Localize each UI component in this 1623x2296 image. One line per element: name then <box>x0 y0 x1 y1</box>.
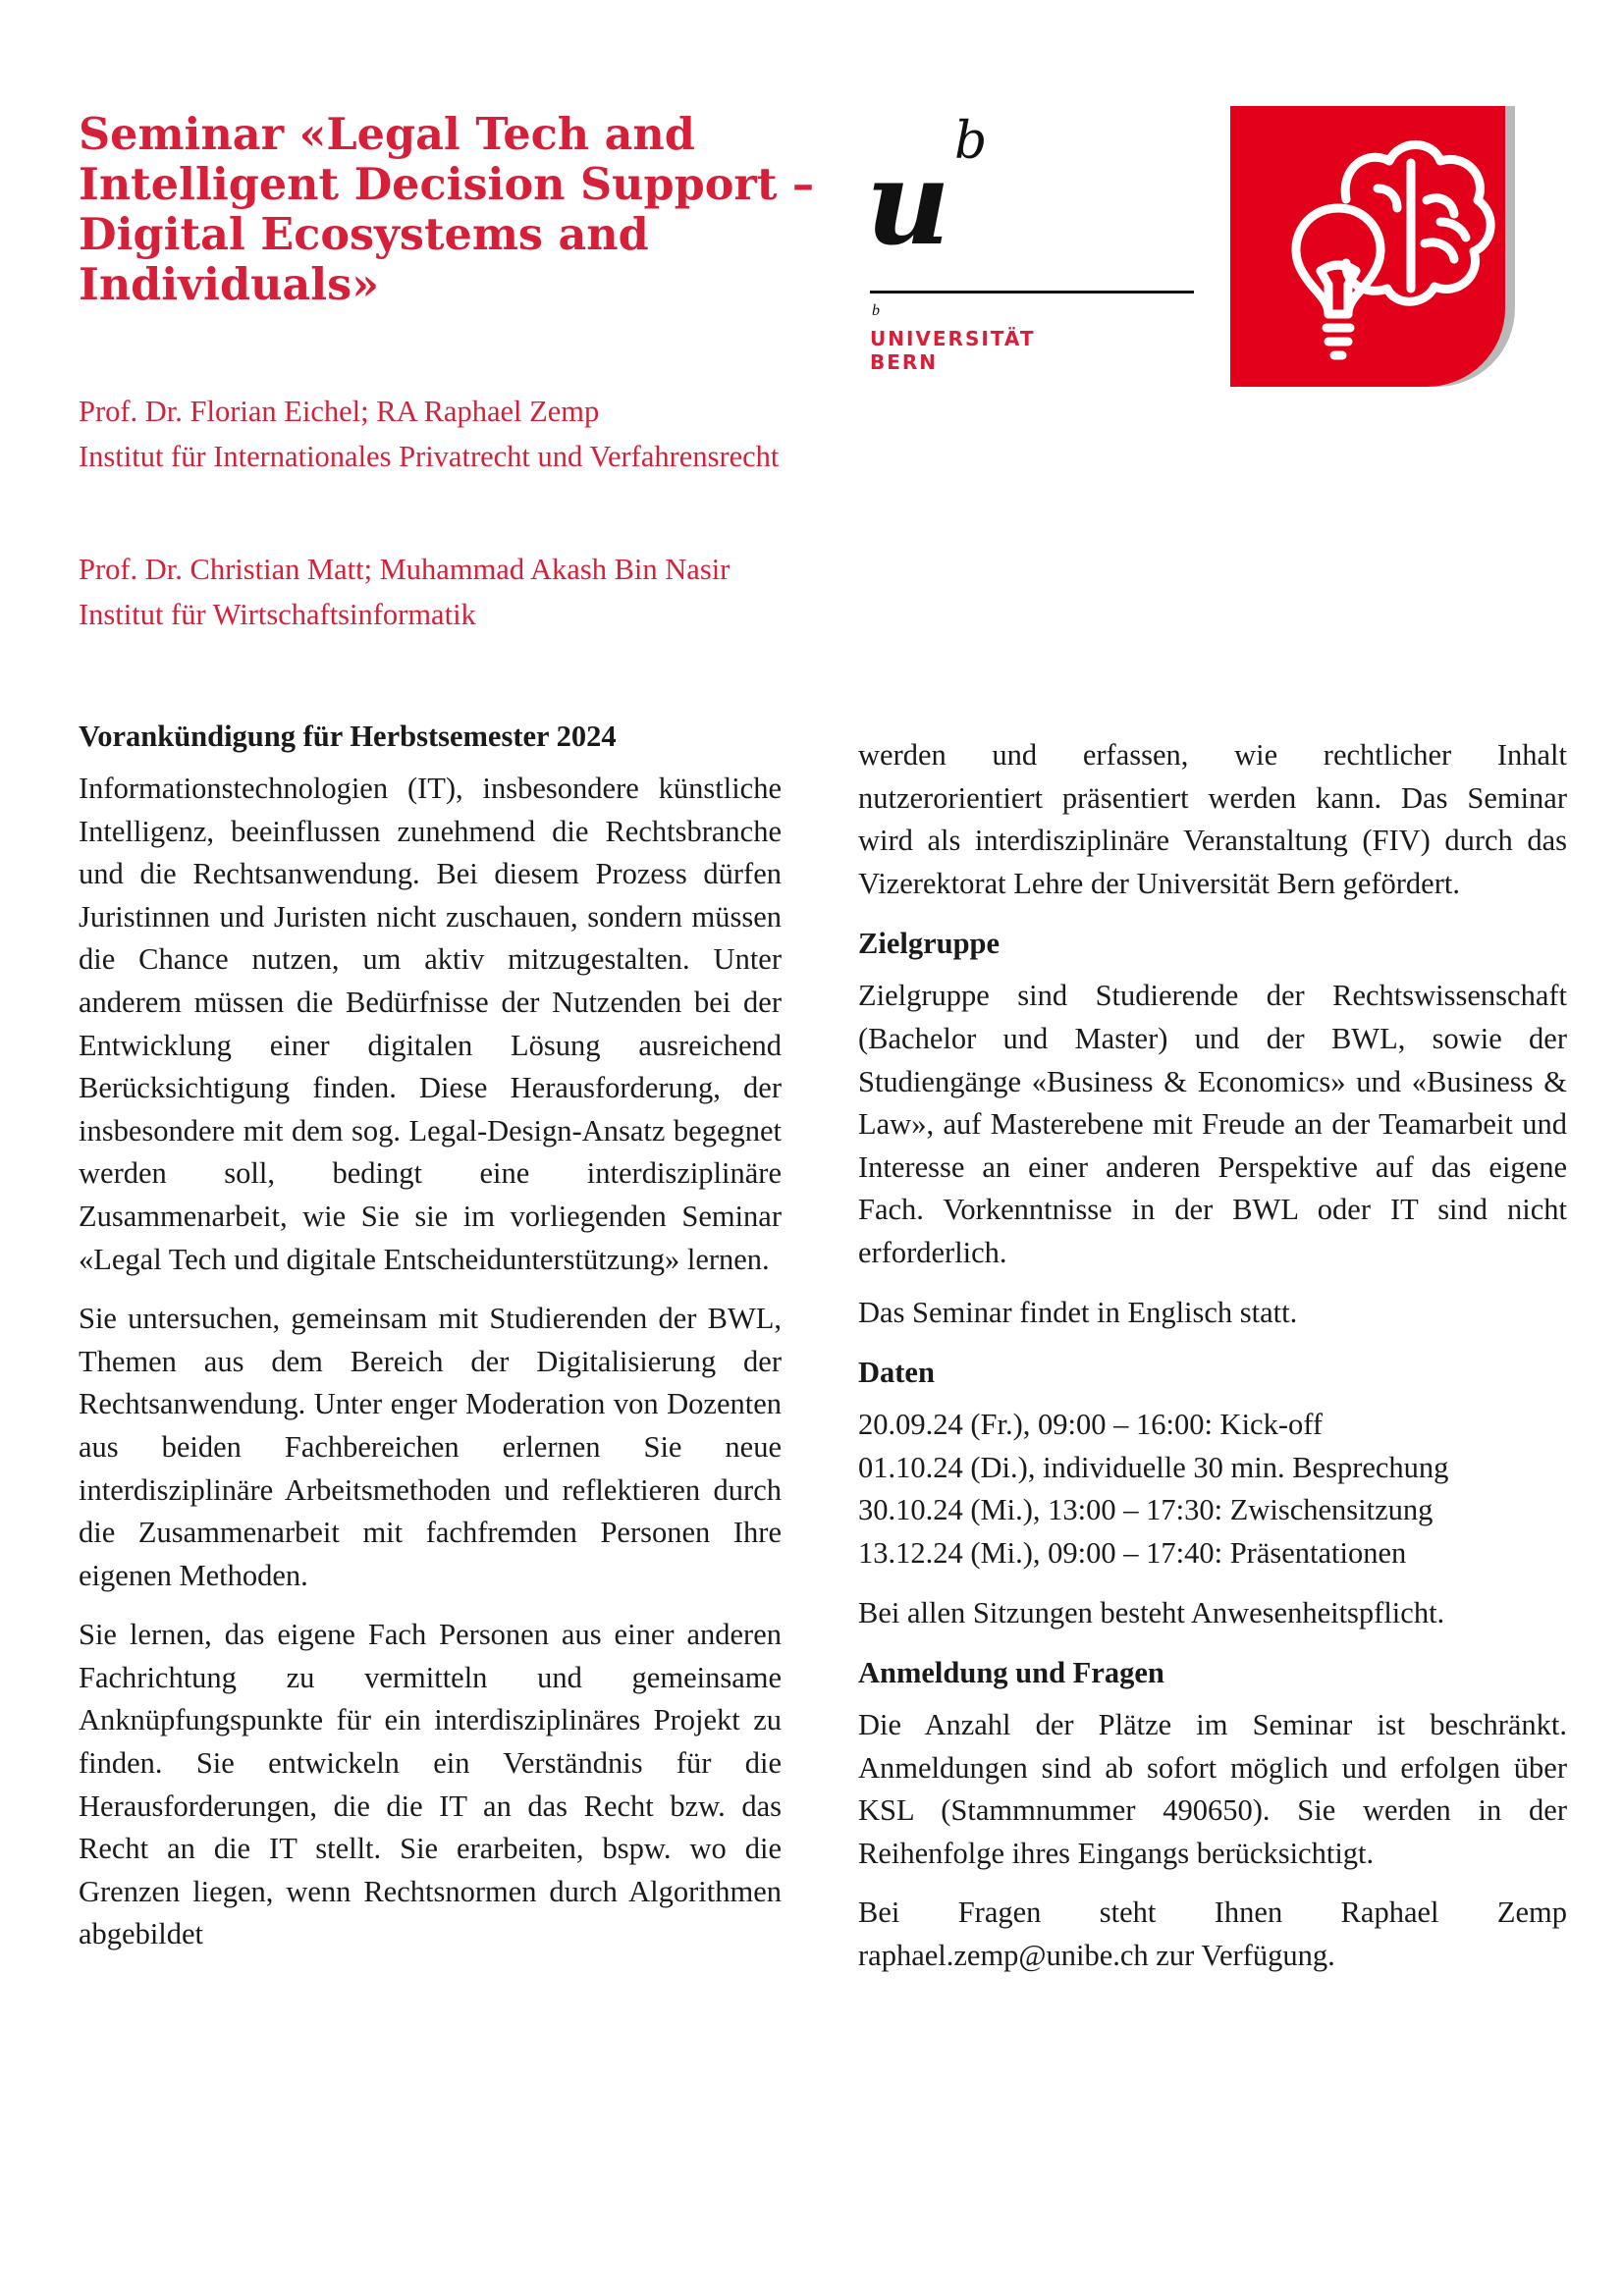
date-item: 01.10.24 (Di.), individuelle 30 min. Besprechung <box>858 1450 1449 1484</box>
right-column <box>858 734 1567 1995</box>
anmeldung-paragraph: Die Anzahl der Plätze im Seminar ist beschränkt. Anmeldungen sind ab sofort möglich und erfolgen über KSL (Stammnummer 490650). Sie werden in der Reihenfolge ihres Eingangs berücksichtigt. <box>858 1708 1567 1870</box>
logo-rule <box>870 291 1194 294</box>
logo-line-bern: BERN <box>870 350 939 374</box>
dates-list <box>858 1404 1567 1575</box>
contact-paragraph: Bei Fragen steht Ihnen Raphael Zemp raphael.zemp@unibe.ch zur Verfügung. <box>858 1896 1567 1973</box>
date-item: 30.10.24 (Mi.), 13:00 – 17:30: Zwischensitzung <box>858 1493 1434 1527</box>
logo-text <box>870 327 1035 374</box>
study-paragraph: Sie untersuchen, gemeinsam mit Studierenden der BWL, Themen aus dem Bereich der Digitalisierung der Rechtsanwendung. Unter enger Moderation von Dozenten aus beiden Fachbereichen erlernen Sie neue interdisziplinäre Arbeitsmethoden und reflektieren durch die Zusammenarbeit mit fachfremden Personen Ihre eigenen Methoden. <box>79 1302 782 1592</box>
author-group-law <box>79 389 785 479</box>
seminar-title: Seminar «Legal Tech and Intelligent Decision Support – Digital Ecosystems and Individuals» <box>79 109 815 310</box>
logo-small-b: b <box>872 302 880 319</box>
learning-paragraph: Sie lernen, das eigene Fach Personen aus einer anderen Fachrichtung zu vermitteln und gemeinsame Anknüpfungspunkte für ein interdisziplinäres Projekt zu finden. Sie entwickeln ein Verständnis für die Herausforderungen, die die IT an das Recht bzw. das Recht an die IT stellt. Sie erarbeiten, bspw. wo die Grenzen liegen, wenn Rechtsnormen durch Algorithmen abgebildet <box>79 1618 782 1951</box>
language-note: Das Seminar findet in Englisch statt. <box>858 1295 1298 1329</box>
anmeldung-heading: Anmeldung und Fragen <box>858 1656 1164 1690</box>
institute-wi: Institut für Wirtschaftsinformatik <box>79 598 476 631</box>
continuation-paragraph: werden und erfassen, wie rechtlicher Inhalt nutzerorientiert präsentiert werden kann. Das Seminar wird als interdisziplinäre Veranstaltung (FIV) durch das Vizerektorat Lehre der Universität Bern gefördert. <box>858 738 1567 900</box>
zielgruppe-paragraph: Zielgruppe sind Studierende der Rechtswissenschaft (Bachelor und Master) und der BWL, sowie der Studiengänge «Business & Economics» und «Business & Law», auf Masterebene mit Freude an der Teamarbeit und Interesse an einer anderen Perspektive auf das eigene Fach. Vorkenntnisse in der BWL oder IT sind nicht erforderlich. <box>858 979 1567 1269</box>
author-names-law: Prof. Dr. Florian Eichel; RA Raphael Zemp <box>79 395 600 428</box>
date-item: 20.09.24 (Fr.), 09:00 – 16:00: Kick-off <box>858 1408 1324 1442</box>
seminar-badge <box>1230 106 1505 387</box>
logo-b-letter: b <box>954 112 988 171</box>
attendance-note: Bei allen Sitzungen besteht Anwesenheitspflicht. <box>858 1595 1445 1629</box>
date-item: 13.12.24 (Mi.), 09:00 – 17:40: Präsentationen <box>858 1535 1407 1570</box>
author-group-wi <box>79 550 785 634</box>
institute-law: Institut für Internationales Privatrecht und Verfahrensrecht <box>79 440 780 473</box>
intro-paragraph: Informationstechnologien (IT), insbesondere künstliche Intelligenz, beeinflussen zunehmend die Rechtsbranche und die Rechtsanwendung. Bei diesem Prozess dürfen Juristinnen und Juristen nicht zuschauen, sondern müssen die Chance nutzen, um aktiv mitzugestalten. Unter anderem müssen die Bedürfnisse der Nutzenden bei der Entwicklung einer digitalen Lösung ausreichend Berücksichtigung finden. Diese Herausforderung, der insbesondere mit dem sog. Legal-Design-Ansatz begegnet werden soll, bedingt eine interdisziplinäre Zusammenarbeit, wie Sie sie im vorliegenden Seminar «Legal Tech und digitale Entscheidunterstützung» lernen. <box>79 772 782 1276</box>
zielgruppe-heading: Zielgruppe <box>858 927 1001 961</box>
university-bern-logo <box>866 112 1200 381</box>
announcement-heading: Vorankündigung für Herbstsemester 2024 <box>79 720 617 753</box>
author-names-wi: Prof. Dr. Christian Matt; Muhammad Akash Bin Nasir <box>79 553 730 586</box>
lightbulb-brain-icon <box>1230 106 1505 387</box>
logo-line-universitaet: UNIVERSITÄT <box>870 327 1036 350</box>
logo-u-letter: u <box>866 134 950 271</box>
daten-heading: Daten <box>858 1356 935 1390</box>
left-column <box>79 715 782 1973</box>
